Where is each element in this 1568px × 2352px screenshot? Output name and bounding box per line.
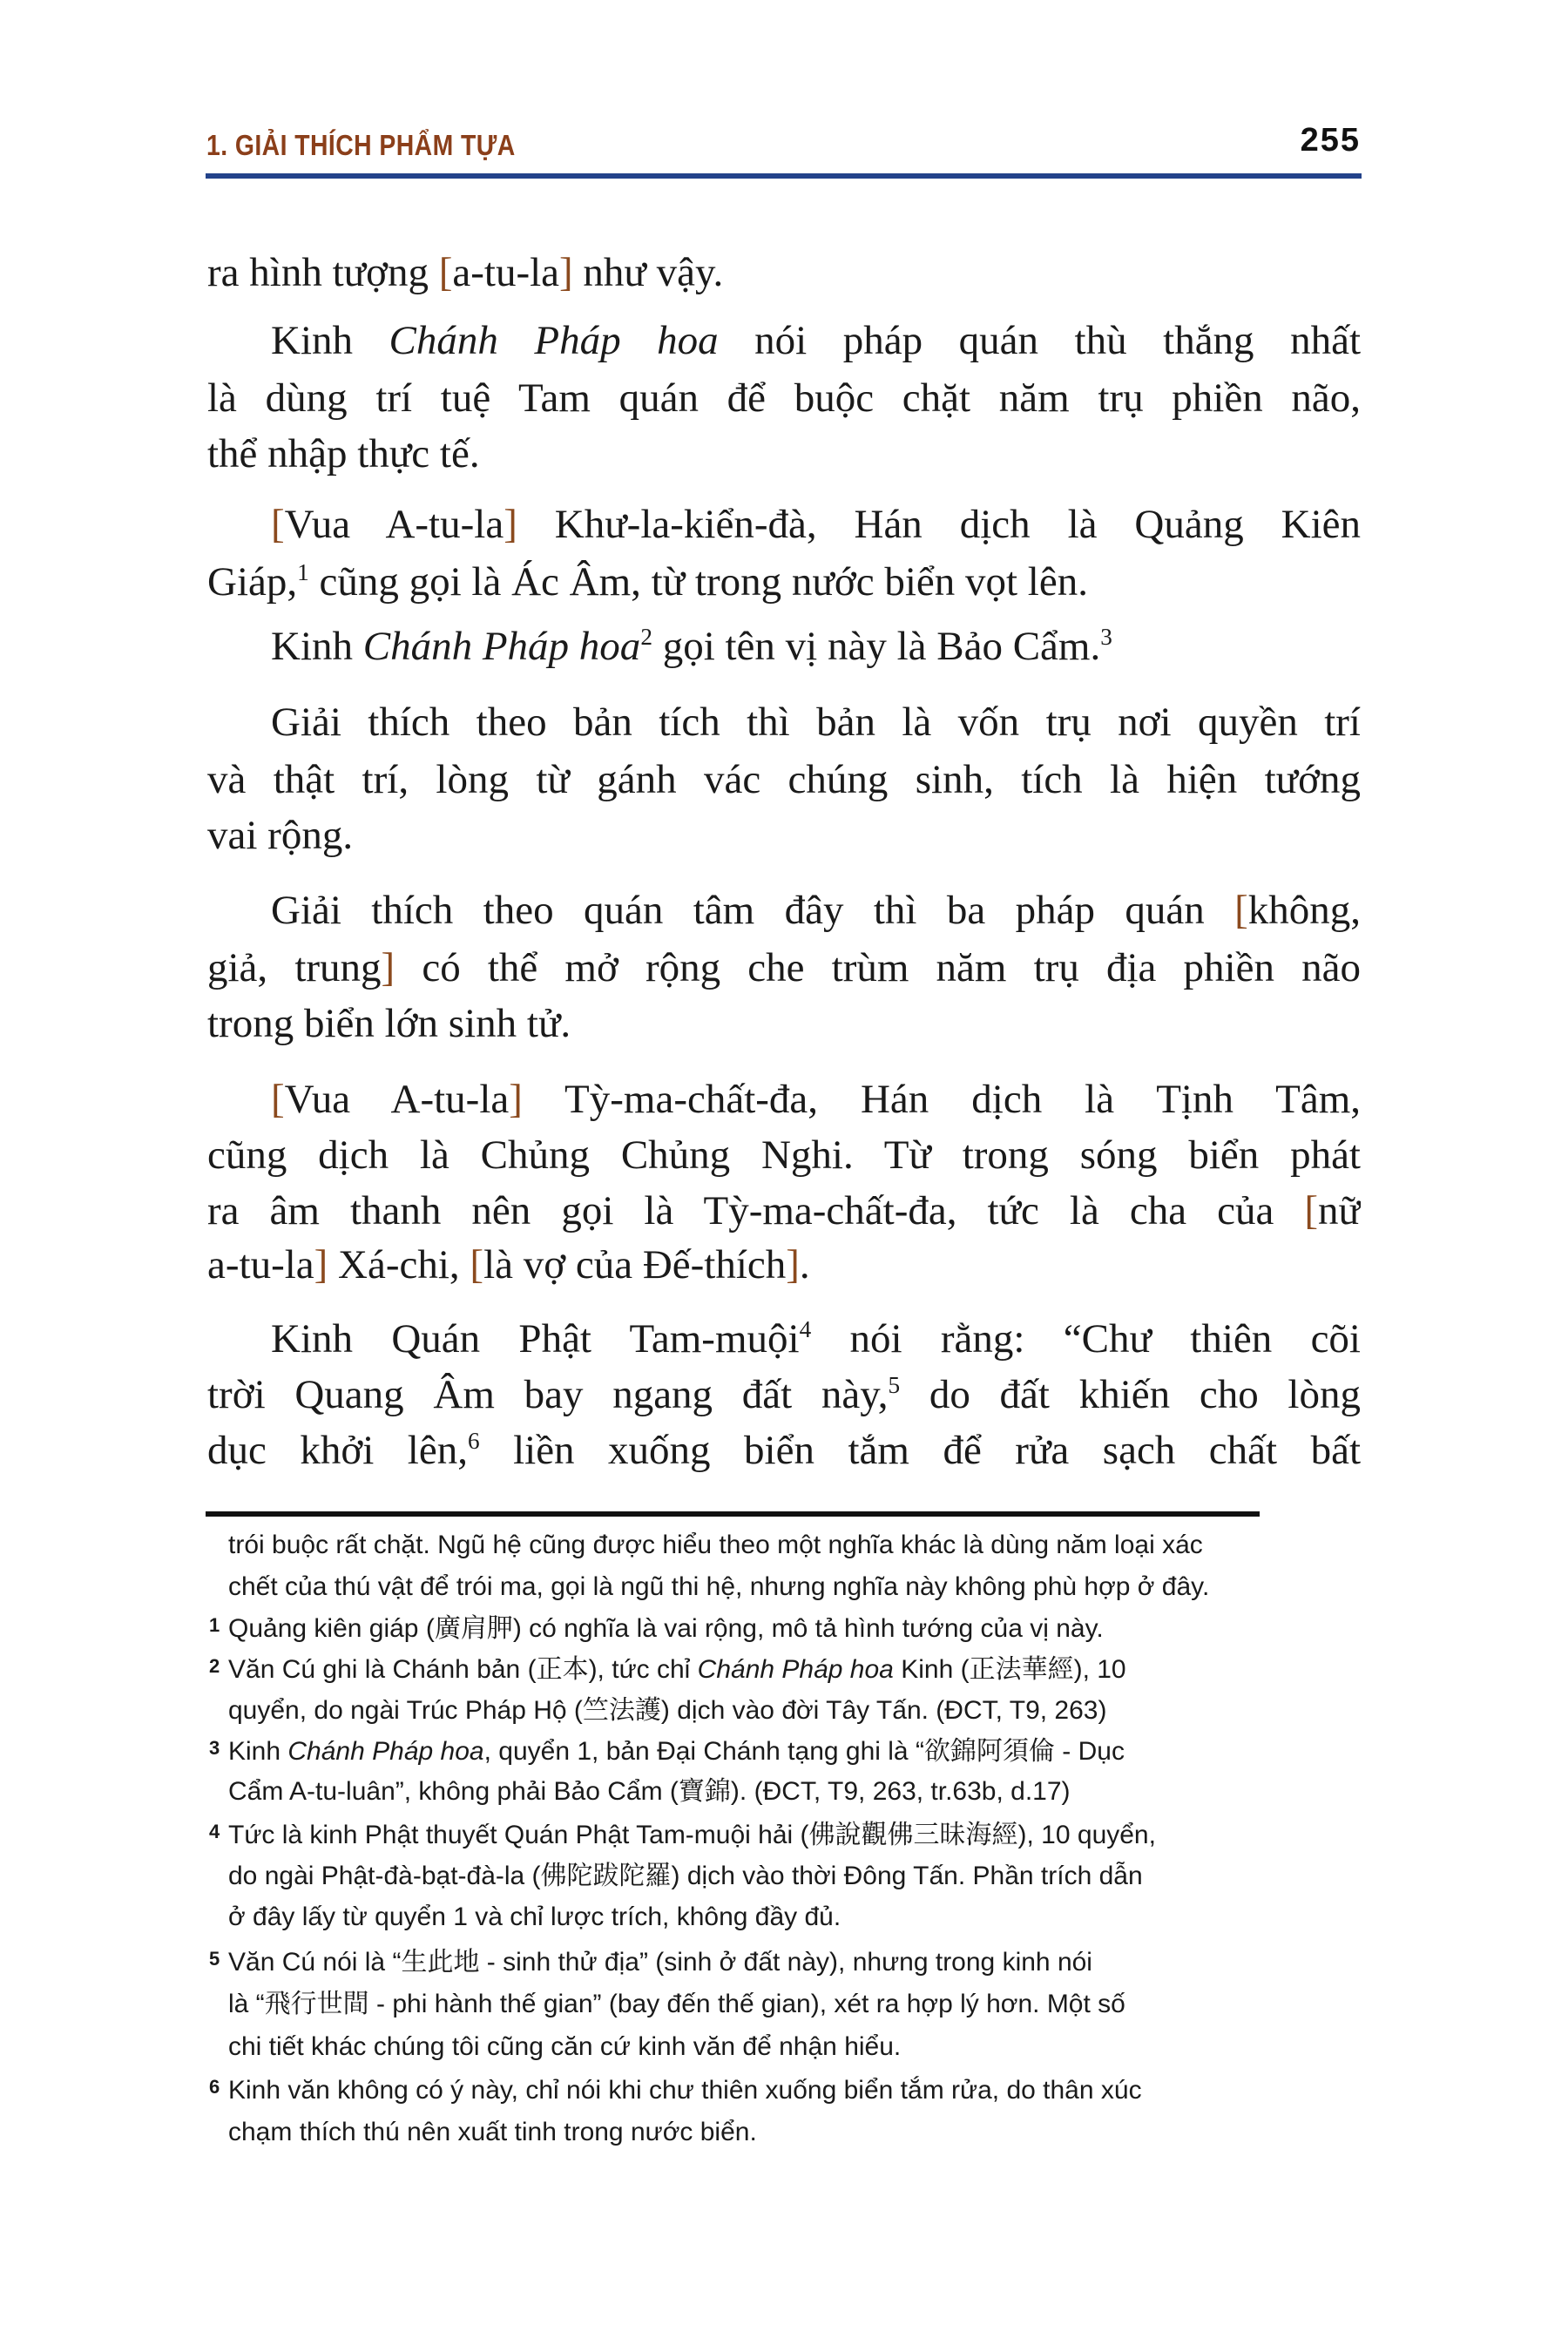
footnote-line (228, 1568, 1362, 1606)
bracket-text: không, (1247, 888, 1361, 933)
body-line (207, 1369, 1361, 1421)
text: Kinh (228, 1737, 288, 1766)
footnote-line (228, 1610, 1362, 1648)
body-line (207, 556, 1361, 608)
text: quyển, do ngài Trúc Pháp Hộ (竺法護) dịch vào đời Tây Tấn. (ĐCT, T9, 263) (228, 1696, 1107, 1725)
bracket-text: a-tu-la (452, 250, 560, 295)
text: . (799, 1242, 810, 1288)
italic-title: Chánh Pháp hoa (389, 318, 719, 363)
bracket-open: [ (1234, 888, 1248, 933)
text: có thể mở rộng che trùm năm trụ địa phiền não (395, 945, 1361, 990)
bracket-text: a-tu-la (207, 1242, 314, 1288)
body-line (271, 620, 1361, 672)
bracket-close: ] (786, 1242, 800, 1288)
bracket-open: [ (1304, 1188, 1319, 1233)
chapter-running-title: 1. GIẢI THÍCH PHẨM TỰA (206, 129, 516, 161)
body-line: và thật trí, lòng từ gánh vác chúng sinh, tích là hiện tướng (207, 757, 1361, 802)
text: Giáp, (207, 559, 298, 605)
body-line: thể nhập thực tế. (207, 431, 480, 476)
footnote-line (228, 1651, 1362, 1689)
text: Văn Cú nói là “生此地 - sinh thử địa” (sinh ở đất này), nhưng trong kinh nói (228, 1948, 1092, 1977)
body-line (271, 314, 1361, 367)
footnote-ref: 4 (799, 1316, 812, 1343)
text: ở đây lấy từ quyển 1 và chỉ lược trích, không đầy đủ. (228, 1903, 841, 1931)
footnote-number: 2 (209, 1655, 220, 1677)
bracket-text: giả, trung (207, 945, 382, 990)
footnote-ref: 6 (467, 1428, 480, 1455)
body-line: trong biển lớn sinh tử. (207, 1001, 571, 1046)
text: Kinh (271, 318, 389, 363)
italic-title: Chánh Pháp hoa (287, 1737, 484, 1766)
body-line: cũng dịch là Chủng Chủng Nghi. Từ trong sóng biển phát (207, 1132, 1361, 1178)
body-line (271, 884, 1361, 936)
footnote-ref: 5 (888, 1372, 901, 1399)
body-line (271, 1313, 1361, 1365)
footnote-line (228, 1692, 1362, 1730)
footnote-line (228, 1985, 1362, 2024)
footnote-line (228, 1943, 1362, 1982)
footnote-rule (206, 1511, 1260, 1517)
text: ra âm thanh nên gọi là Tỳ-ma-chất-đa, tức là cha của (207, 1188, 1305, 1233)
text: Khư-la-kiển-đà, Hán dịch là Quảng Kiên (517, 502, 1361, 547)
body-line (271, 498, 1361, 551)
footnote-ref: 2 (640, 624, 652, 651)
text: chết của thú vật để trói ma, gọi là ngũ thi hệ, nhưng nghĩa này không phù hợp ở đây. (228, 1572, 1210, 1601)
text: Kinh văn không có ý này, chỉ nói khi chư thiên xuống biển tắm rửa, do thân xúc (228, 2076, 1142, 2105)
bracket-open: [ (438, 250, 453, 295)
bracket-text: là vợ của Đế-thích (483, 1242, 787, 1288)
text: trời Quang Âm bay ngang đất này, (207, 1372, 889, 1417)
text: Kinh (正法華經), 10 (893, 1655, 1126, 1684)
text: Tỳ-ma-chất-đa, Hán dịch là Tịnh Tâm, (522, 1077, 1361, 1122)
text: Cẩm A-tu-luân”, không phải Bảo Cẩm (寶錦). (ĐCT, T9, 263, tr.63b, d.17) (228, 1777, 1071, 1806)
text: do đất khiến cho lòng (900, 1372, 1361, 1417)
footnote-line (228, 1857, 1362, 1896)
footnote-line (228, 2113, 1362, 2152)
text: cũng gọi là Ác Âm, từ trong nước biển vọt lên. (308, 559, 1088, 605)
footnote-line (228, 1526, 1362, 1565)
page-number: 255 (1300, 122, 1361, 159)
bracket-open: [ (271, 1077, 285, 1122)
body-line (207, 1185, 1361, 1237)
text: chạm thích thú nên xuất tinh trong nước biển. (228, 2118, 757, 2146)
text: gọi tên vị này là Bảo Cẩm. (652, 624, 1101, 669)
text: , quyển 1, bản Đại Chánh tạng ghi là “欲錦阿須倫 - Dục (483, 1737, 1125, 1766)
body-line: là dùng trí tuệ Tam quán để buộc chặt năm trụ phiền não, (207, 375, 1361, 421)
footnote-line (228, 1898, 1362, 1936)
footnote-line (228, 1773, 1362, 1811)
text: Kinh Quán Phật Tam-muội (271, 1316, 800, 1362)
italic-title: Chánh Pháp hoa (697, 1655, 894, 1684)
footnote-number: 6 (209, 2076, 220, 2098)
text: trói buộc rất chặt. Ngũ hệ cũng được hiểu theo một nghĩa khác là dùng năm loại xác (228, 1531, 1203, 1559)
header-rule (206, 173, 1362, 179)
body-line (207, 1239, 1361, 1291)
text: Kinh (271, 624, 363, 669)
italic-title: Chánh Pháp hoa (362, 624, 641, 669)
footnote-number: 5 (209, 1948, 220, 1970)
text: nói pháp quán thù thắng nhất (718, 318, 1361, 363)
footnote-ref: 1 (297, 559, 309, 586)
bracket-close: ] (381, 945, 395, 990)
footnote-number: 4 (209, 1821, 220, 1842)
text: Quảng kiên giáp (廣肩胛) có nghĩa là vai rộng, mô tả hình tướng của vị này. (228, 1614, 1104, 1643)
bracket-close: ] (559, 250, 573, 295)
body-line (207, 942, 1361, 994)
bracket-open: [ (470, 1242, 484, 1288)
text: dục khởi lên, (207, 1428, 468, 1473)
footnote-number: 3 (209, 1737, 220, 1759)
body-line: Giải thích theo bản tích thì bản là vốn trụ nơi quyền trí (271, 700, 1361, 745)
text: nói rằng: “Chư thiên cõi (811, 1316, 1361, 1362)
footnote-line (228, 1816, 1362, 1855)
text: Tức là kinh Phật thuyết Quán Phật Tam-muội hải (佛說觀佛三昧海經), 10 quyển, (228, 1821, 1156, 1849)
text: như vậy. (572, 250, 724, 295)
body-line (271, 1073, 1361, 1125)
text: liền xuống biển tắm để rửa sạch chất bất (479, 1428, 1361, 1473)
footnote-line (228, 2028, 1362, 2066)
footnote-ref: 3 (1100, 624, 1112, 651)
text: chi tiết khác chúng tôi cũng căn cứ kinh văn để nhận hiểu. (228, 2032, 902, 2061)
bracket-close: ] (314, 1242, 328, 1288)
bracket-close: ] (504, 502, 517, 547)
footnote-line (228, 1733, 1362, 1771)
bracket-text: Vua A-tu-la (284, 1077, 510, 1122)
text: ra hình tượng (207, 250, 439, 295)
body-line: vai rộng. (207, 813, 354, 858)
footnote-number: 1 (209, 1614, 220, 1636)
footnote-line (228, 2072, 1362, 2110)
body-line (207, 1424, 1361, 1477)
text: Văn Cú ghi là Chánh bản (正本), tức chỉ (228, 1655, 698, 1684)
text: Xá-chi, (328, 1242, 470, 1288)
bracket-close: ] (509, 1077, 523, 1122)
text: là “飛行世間 - phi hành thế gian” (bay đến thế gian), xét ra hợp lý hơn. Một số (228, 1990, 1125, 2018)
bracket-text: Vua A-tu-la (284, 502, 504, 547)
body-line (207, 247, 1361, 299)
text: do ngài Phật-đà-bạt-đà-la (佛陀跋陀羅) dịch vào thời Đông Tấn. Phần trích dẫn (228, 1862, 1143, 1890)
bracket-text: nữ (1318, 1188, 1361, 1233)
text: Giải thích theo quán tâm đây thì ba pháp quán (271, 888, 1235, 933)
bracket-open: [ (271, 502, 285, 547)
